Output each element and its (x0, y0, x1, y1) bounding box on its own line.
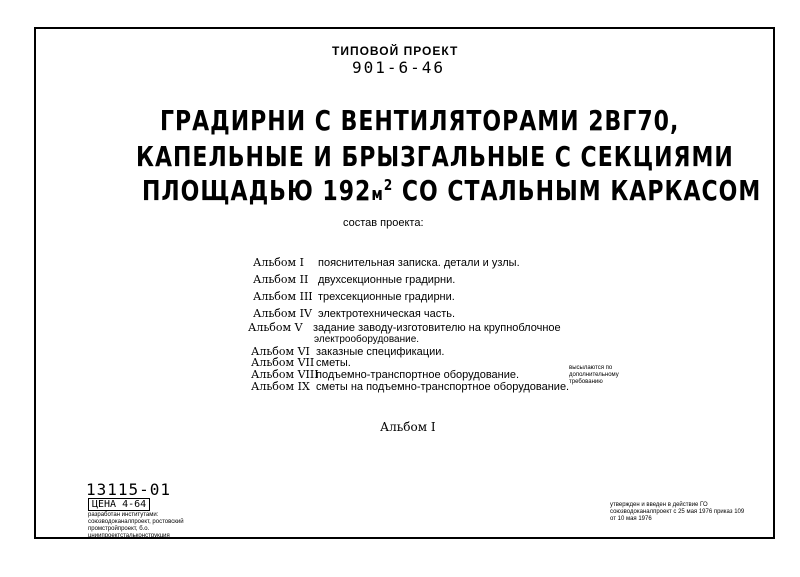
album-text: сметы на подъемно-транспортное оборудование. (316, 381, 570, 393)
album-text: электротехническая часть. (318, 308, 456, 320)
approval-note: утвержден и введен в действие ГО союзводоканалпроект с 25 мая 1976 приказ 109 от 10 мая 1976 (610, 502, 745, 522)
album-text: подъемно-транспортное оборудование. (316, 369, 520, 381)
album-text: заказные спецификации. (316, 346, 445, 358)
current-album: Альбом I (380, 420, 436, 434)
price-label: ЦЕНА 4-64 (88, 498, 150, 511)
series-label: ТИПОВОЙ ПРОЕКТ (332, 44, 459, 58)
album-text: пояснительная записка. детали и узлы. (318, 257, 520, 269)
album-label: Альбом IV (253, 307, 312, 320)
album-item (253, 273, 455, 286)
album-item (253, 290, 455, 303)
album-label: Альбом IX (251, 380, 310, 393)
album-label: Альбом V (248, 321, 303, 334)
album-item (253, 307, 455, 320)
album-label: Альбом II (253, 273, 309, 286)
title-line-3-post: СО СТАЛЬНЫМ КАРКАСОМ (401, 176, 762, 208)
album-item (251, 380, 569, 393)
album-label: Альбом I (253, 256, 304, 269)
series-number: 901-6-46 (352, 58, 446, 77)
album-text: двухсекционные градирни. (318, 274, 456, 286)
contents-heading: состав проекта: (343, 217, 424, 229)
title-unit-superscript: 2 (383, 176, 394, 194)
album-label: Альбом III (253, 290, 313, 303)
album-label: Альбом VIII (251, 368, 319, 381)
title-line-3-pre: ПЛОЩАДЬЮ 192 (142, 176, 372, 208)
title-line-1: ГРАДИРНИ С ВЕНТИЛЯТОРАМИ 2ВГ70, (160, 106, 680, 138)
title-line-3 (142, 176, 761, 208)
album-text-continued: электрооборудование. (314, 334, 420, 345)
album-item (248, 321, 561, 334)
album-text: задание заводу-изготовителю на крупноблочное (313, 322, 561, 334)
album-label: Альбом VI (251, 345, 310, 358)
album-text: трехсекционные градирни. (318, 291, 455, 303)
availability-note: высылаются по дополнительному требованию (569, 365, 619, 385)
title-line-2: КАПЕЛЬНЫЕ И БРЫЗГАЛЬНЫЕ С СЕКЦИЯМИ (136, 142, 734, 174)
album-label: Альбом VII (251, 356, 315, 369)
title-unit: м (371, 185, 384, 206)
album-text: сметы. (316, 357, 351, 369)
catalog-code: 13115-01 (86, 480, 172, 499)
developers-note: разработан институтами: союзводоканалпроект, ростовский промстройпроект, б.о. цниипроектстальконструкция (88, 512, 184, 539)
album-item (253, 256, 520, 269)
